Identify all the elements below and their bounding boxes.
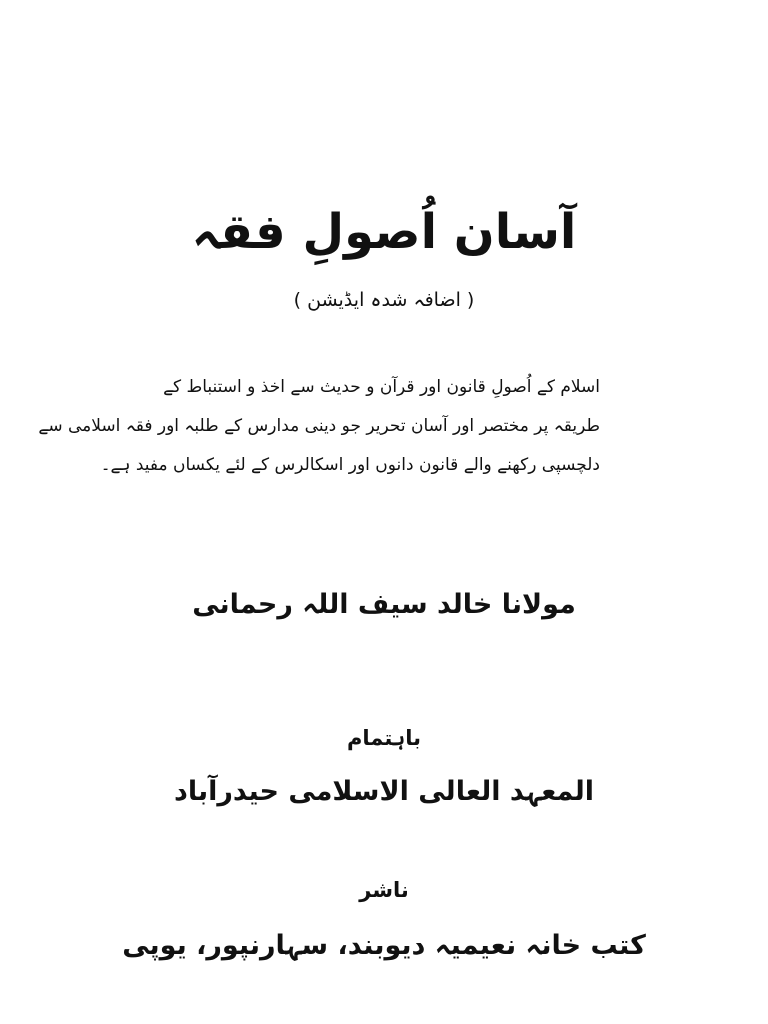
description-line: اسلام کے اُصولِ قانون اور قرآن و حدیث سے اخذ و استنباط کے [163, 377, 600, 397]
supervision-label: باہتمام [346, 726, 421, 750]
book-title: آسان اُصولِ فقہ [191, 204, 577, 260]
book-description [38, 368, 600, 485]
publisher-name: کتب خانہ نعیمیہ دیوبند، سہارنپور، یوپی [122, 930, 646, 961]
description-line: دلچسپی رکھنے والے قانون دانوں اور اسکالرس کے لئے یکساں مفید ہے۔ [100, 455, 600, 475]
description-line: طریقہ پر مختصر اور آسان تحریر جو دینی مدارس کے طلبہ اور فقہ اسلامی سے [38, 416, 600, 436]
edition-subtitle: ( اضافہ شدہ ایڈیشن ) [293, 289, 475, 311]
author-name: مولانا خالد سیف اللہ رحمانی [192, 589, 576, 620]
publisher-label: ناشر [359, 878, 409, 902]
institute-name: المعہد العالی الاسلامی حیدرآباد [173, 776, 595, 807]
